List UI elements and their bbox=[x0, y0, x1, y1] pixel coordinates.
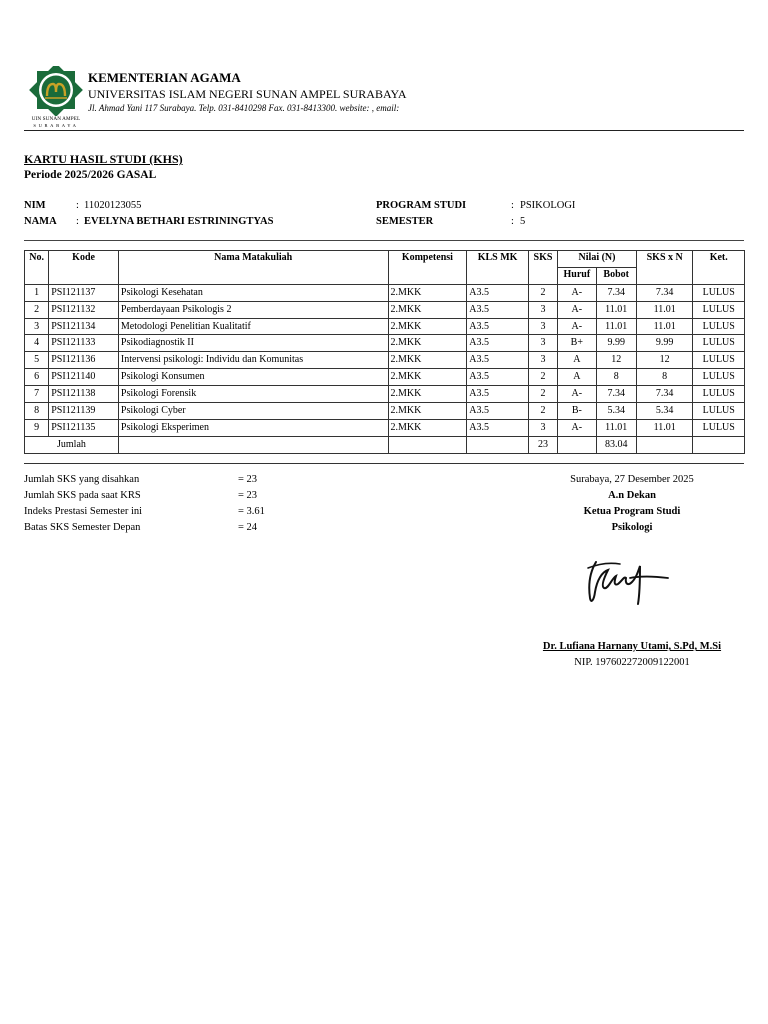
ministry-name: KEMENTERIAN AGAMA bbox=[88, 70, 241, 85]
semester-value: 5 bbox=[520, 216, 526, 227]
total-empty-huruf bbox=[558, 436, 596, 453]
cell-sks: 3 bbox=[528, 301, 557, 318]
summary-label: Jumlah SKS pada saat KRS bbox=[24, 490, 141, 501]
cell-sks: 3 bbox=[528, 318, 557, 335]
table-header-row bbox=[25, 251, 745, 268]
info-divider bbox=[24, 240, 744, 241]
col-header-bobot: Bobot bbox=[596, 267, 636, 284]
table-row bbox=[25, 403, 745, 420]
cell-kls: A3.5 bbox=[467, 369, 529, 386]
col-header-sks: SKS bbox=[528, 251, 557, 285]
total-bobot: 83.04 bbox=[596, 436, 636, 453]
cell-kompetensi: 2.MKK bbox=[388, 352, 467, 369]
table-divider bbox=[24, 463, 744, 464]
table-row bbox=[25, 369, 745, 386]
cell-sks: 3 bbox=[528, 352, 557, 369]
table-row bbox=[25, 335, 745, 352]
nim-row bbox=[24, 200, 141, 211]
university-name: UNIVERSITAS ISLAM NEGERI SUNAN AMPEL SURABAYA bbox=[88, 87, 407, 101]
logo-caption: UIN SUNAN AMPEL bbox=[31, 116, 81, 122]
cell-kls: A3.5 bbox=[467, 403, 529, 420]
university-address: Jl. Ahmad Yani 117 Surabaya. Telp. 031-8410298 Fax. 031-8413300. website: , email: bbox=[88, 103, 400, 113]
col-header-kls: KLS MK bbox=[467, 251, 529, 285]
col-header-kompetensi: Kompetensi bbox=[388, 251, 467, 285]
cell-bobot: 9.99 bbox=[596, 335, 636, 352]
cell-nama: Intervensi psikologi: Individu dan Komunitas bbox=[118, 352, 388, 369]
cell-ket: LULUS bbox=[693, 352, 745, 369]
cell-sksxn: 12 bbox=[636, 352, 693, 369]
nim-value: 11020123055 bbox=[84, 200, 142, 211]
summary-label: Jumlah SKS yang disahkan bbox=[24, 474, 140, 485]
col-header-ket: Ket. bbox=[693, 251, 745, 285]
cell-kls: A3.5 bbox=[467, 318, 529, 335]
cell-huruf: A- bbox=[558, 318, 596, 335]
cell-ket: LULUS bbox=[693, 386, 745, 403]
cell-sks: 2 bbox=[528, 386, 557, 403]
cell-kode: PSI121132 bbox=[49, 301, 119, 318]
cell-nama: Psikologi Forensik bbox=[118, 386, 388, 403]
cell-kompetensi: 2.MKK bbox=[388, 301, 467, 318]
summary-label: Indeks Prestasi Semester ini bbox=[24, 506, 143, 517]
total-empty-kls bbox=[467, 436, 529, 453]
nim-colon: : bbox=[76, 200, 79, 211]
signatory-nip: NIP. 197602272009122001 bbox=[574, 657, 690, 668]
handwritten-signature-icon bbox=[568, 548, 678, 613]
prodi-row bbox=[376, 200, 575, 211]
cell-kode: PSI121134 bbox=[49, 318, 119, 335]
cell-kompetensi: 2.MKK bbox=[388, 419, 467, 436]
summary-value: = 23 bbox=[238, 474, 258, 485]
cell-bobot: 7.34 bbox=[596, 284, 636, 301]
cell-no: 2 bbox=[25, 301, 49, 318]
total-empty-kompetensi bbox=[388, 436, 467, 453]
cell-huruf: A- bbox=[558, 386, 596, 403]
summary-row bbox=[24, 490, 258, 501]
cell-sks: 2 bbox=[528, 284, 557, 301]
cell-kode: PSI121135 bbox=[49, 419, 119, 436]
col-header-sksxn: SKS x N bbox=[636, 251, 693, 285]
nama-colon: : bbox=[76, 216, 79, 227]
table-row bbox=[25, 352, 745, 369]
cell-huruf: A- bbox=[558, 301, 596, 318]
document-title: KARTU HASIL STUDI (KHS) bbox=[24, 152, 183, 166]
cell-no: 1 bbox=[25, 284, 49, 301]
cell-kode: PSI121133 bbox=[49, 335, 119, 352]
cell-sks: 3 bbox=[528, 335, 557, 352]
cell-huruf: B+ bbox=[558, 335, 596, 352]
grades-table bbox=[24, 250, 745, 454]
cell-ket: LULUS bbox=[693, 318, 745, 335]
cell-kls: A3.5 bbox=[467, 386, 529, 403]
cell-bobot: 5.34 bbox=[596, 403, 636, 420]
cell-kode: PSI121138 bbox=[49, 386, 119, 403]
table-row bbox=[25, 318, 745, 335]
col-header-nilai: Nilai (N) bbox=[558, 251, 637, 268]
cell-sks: 2 bbox=[528, 403, 557, 420]
cell-kls: A3.5 bbox=[467, 335, 529, 352]
cell-no: 6 bbox=[25, 369, 49, 386]
cell-sks: 3 bbox=[528, 419, 557, 436]
cell-huruf: B- bbox=[558, 403, 596, 420]
total-sks: 23 bbox=[528, 436, 557, 453]
cell-kompetensi: 2.MKK bbox=[388, 386, 467, 403]
cell-bobot: 11.01 bbox=[596, 318, 636, 335]
semester-colon: : bbox=[511, 216, 514, 227]
document-period: Periode 2025/2026 GASAL bbox=[24, 169, 157, 181]
cell-sksxn: 9.99 bbox=[636, 335, 693, 352]
summary-value: = 23 bbox=[238, 490, 258, 501]
total-empty-ket bbox=[693, 436, 745, 453]
cell-bobot: 8 bbox=[596, 369, 636, 386]
prodi-colon: : bbox=[511, 200, 514, 211]
signature-line-2: Ketua Program Studi bbox=[583, 506, 681, 517]
cell-sksxn: 7.34 bbox=[636, 284, 693, 301]
cell-no: 4 bbox=[25, 335, 49, 352]
header-divider bbox=[24, 130, 744, 131]
semester-row bbox=[376, 216, 525, 227]
cell-ket: LULUS bbox=[693, 335, 745, 352]
nama-label: NAMA bbox=[24, 216, 57, 227]
col-header-kode: Kode bbox=[49, 251, 119, 285]
table-row bbox=[25, 419, 745, 436]
cell-kls: A3.5 bbox=[467, 352, 529, 369]
cell-kompetensi: 2.MKK bbox=[388, 335, 467, 352]
summary-label: Batas SKS Semester Depan bbox=[24, 522, 141, 533]
cell-ket: LULUS bbox=[693, 369, 745, 386]
cell-no: 3 bbox=[25, 318, 49, 335]
university-logo bbox=[24, 66, 88, 134]
cell-ket: LULUS bbox=[693, 403, 745, 420]
cell-bobot: 11.01 bbox=[596, 301, 636, 318]
cell-bobot: 12 bbox=[596, 352, 636, 369]
cell-nama: Psikodiagnostik II bbox=[118, 335, 388, 352]
cell-no: 7 bbox=[25, 386, 49, 403]
cell-kls: A3.5 bbox=[467, 301, 529, 318]
semester-label: SEMESTER bbox=[376, 216, 434, 227]
table-row bbox=[25, 386, 745, 403]
cell-kode: PSI121136 bbox=[49, 352, 119, 369]
total-label: Jumlah bbox=[25, 436, 119, 453]
cell-bobot: 7.34 bbox=[596, 386, 636, 403]
cell-huruf: A bbox=[558, 352, 596, 369]
cell-kompetensi: 2.MKK bbox=[388, 403, 467, 420]
logo-emblem-icon bbox=[24, 66, 88, 116]
cell-kompetensi: 2.MKK bbox=[388, 369, 467, 386]
cell-kls: A3.5 bbox=[467, 284, 529, 301]
summary-value: = 24 bbox=[238, 522, 258, 533]
cell-kompetensi: 2.MKK bbox=[388, 318, 467, 335]
summary-row bbox=[24, 522, 258, 533]
cell-ket: LULUS bbox=[693, 419, 745, 436]
signatory-name: Dr. Lufiana Harnany Utami, S.Pd, M.Si bbox=[542, 641, 722, 652]
cell-kls: A3.5 bbox=[467, 419, 529, 436]
table-row bbox=[25, 284, 745, 301]
cell-nama: Psikologi Kesehatan bbox=[118, 284, 388, 301]
table-total-row bbox=[25, 436, 745, 453]
cell-bobot: 11.01 bbox=[596, 419, 636, 436]
cell-huruf: A- bbox=[558, 419, 596, 436]
summary-row bbox=[24, 506, 265, 517]
prodi-label: PROGRAM STUDI bbox=[376, 200, 467, 211]
prodi-value: PSIKOLOGI bbox=[520, 200, 576, 211]
total-empty-nama bbox=[118, 436, 388, 453]
signature-place-date: Surabaya, 27 Desember 2025 bbox=[570, 474, 694, 485]
signature-line-1: A.n Dekan bbox=[608, 490, 656, 501]
cell-kode: PSI121140 bbox=[49, 369, 119, 386]
cell-kode: PSI121139 bbox=[49, 403, 119, 420]
nama-row bbox=[24, 216, 273, 227]
summary-value: = 3.61 bbox=[238, 506, 265, 517]
col-header-nama: Nama Matakuliah bbox=[118, 251, 388, 285]
cell-nama: Metodologi Penelitian Kualitatif bbox=[118, 318, 388, 335]
cell-huruf: A bbox=[558, 369, 596, 386]
logo-caption-city: SURABAYA bbox=[33, 123, 79, 128]
cell-nama: Psikologi Eksperimen bbox=[118, 419, 388, 436]
table-row bbox=[25, 301, 745, 318]
cell-kode: PSI121137 bbox=[49, 284, 119, 301]
col-header-no: No. bbox=[25, 251, 49, 285]
total-empty-sksxn bbox=[636, 436, 693, 453]
cell-ket: LULUS bbox=[693, 284, 745, 301]
summary-row bbox=[24, 474, 258, 485]
cell-sksxn: 11.01 bbox=[636, 318, 693, 335]
nim-label: NIM bbox=[24, 200, 46, 211]
cell-sks: 2 bbox=[528, 369, 557, 386]
cell-sksxn: 11.01 bbox=[636, 419, 693, 436]
cell-ket: LULUS bbox=[693, 301, 745, 318]
cell-nama: Psikologi Konsumen bbox=[118, 369, 388, 386]
cell-kompetensi: 2.MKK bbox=[388, 284, 467, 301]
cell-no: 9 bbox=[25, 419, 49, 436]
cell-sksxn: 5.34 bbox=[636, 403, 693, 420]
cell-no: 8 bbox=[25, 403, 49, 420]
cell-nama: Psikologi Cyber bbox=[118, 403, 388, 420]
cell-sksxn: 8 bbox=[636, 369, 693, 386]
cell-huruf: A- bbox=[558, 284, 596, 301]
col-header-huruf: Huruf bbox=[558, 267, 596, 284]
cell-sksxn: 7.34 bbox=[636, 386, 693, 403]
cell-nama: Pemberdayaan Psikologis 2 bbox=[118, 301, 388, 318]
nama-value: EVELYNA BETHARI ESTRININGTYAS bbox=[84, 216, 274, 227]
cell-sksxn: 11.01 bbox=[636, 301, 693, 318]
signature-line-3: Psikologi bbox=[611, 522, 653, 533]
cell-no: 5 bbox=[25, 352, 49, 369]
